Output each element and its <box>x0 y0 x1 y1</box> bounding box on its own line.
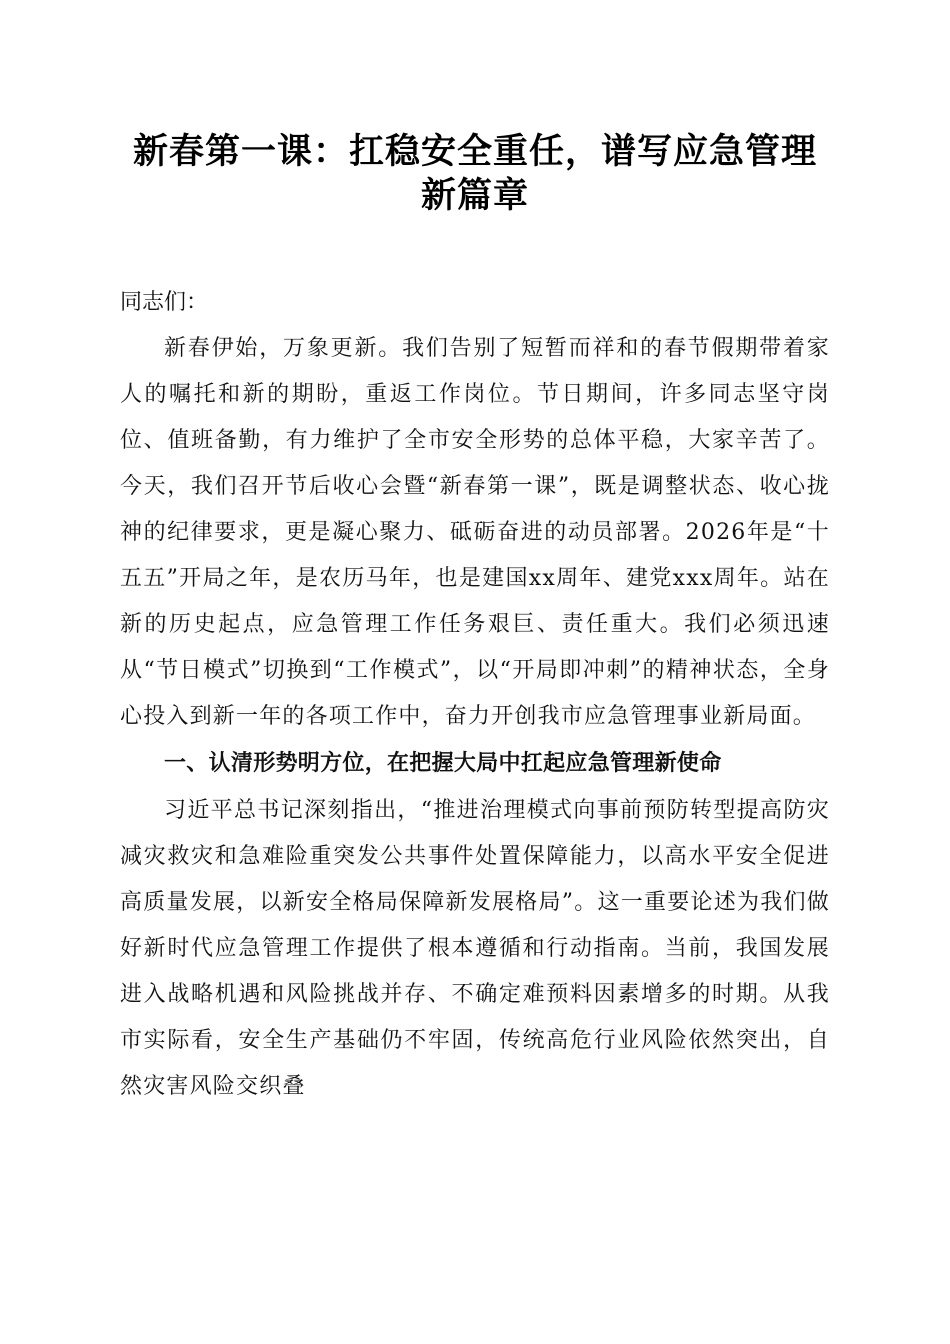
section-1-paragraph: 习近平总书记深刻指出，“推进治理模式向事前预防转型提高防灾减灾救灾和急难险重突发公共事件处置保障能力，以高水平安全促进高质量发展，以新安全格局保障新发展格局”。这一重要论述为我们做好新时代应急管理工作提供了根本遵循和行动指南。当前，我国发展进入战略机遇和风险挑战并存、不确定难预料因素增多的时期。从我市实际看，安全生产基础仍不牢固，传统高危行业风险依然突出，自然灾害风险交织叠 <box>120 798 830 1099</box>
intro-paragraph: 新春伊始，万象更新。我们告别了短暂而祥和的春节假期带着家人的嘱托和新的期盼，重返工作岗位。节日期间，许多同志坚守岗位、值班备勤，有力维护了全市安全形势的总体平稳，大家辛苦了。今天，我们召开节后收心会暨“新春第一课”，既是调整状态、收心拢神的纪律要求，更是凝心聚力、砥砺奋进的动员部署。2026年是“十五五”开局之年，是农历马年，也是建国xx周年、建党xxx周年。站在新的历史起点，应急管理工作任务艰巨、责任重大。我们必须迅速从“节日模式”切换到“工作模式”，以“开局即冲刺”的精神状态，全身心投入到新一年的各项工作中，奋力开创我市应急管理事业新局面。 <box>120 336 830 729</box>
document-title: 新春第一课：扛稳安全重任，谱写应急管理新篇章 <box>132 132 817 216</box>
salutation: 同志们： <box>120 290 209 315</box>
section-heading-1: 一、认清形势明方位，在把握大局中扛起应急管理新使命 <box>164 751 722 776</box>
